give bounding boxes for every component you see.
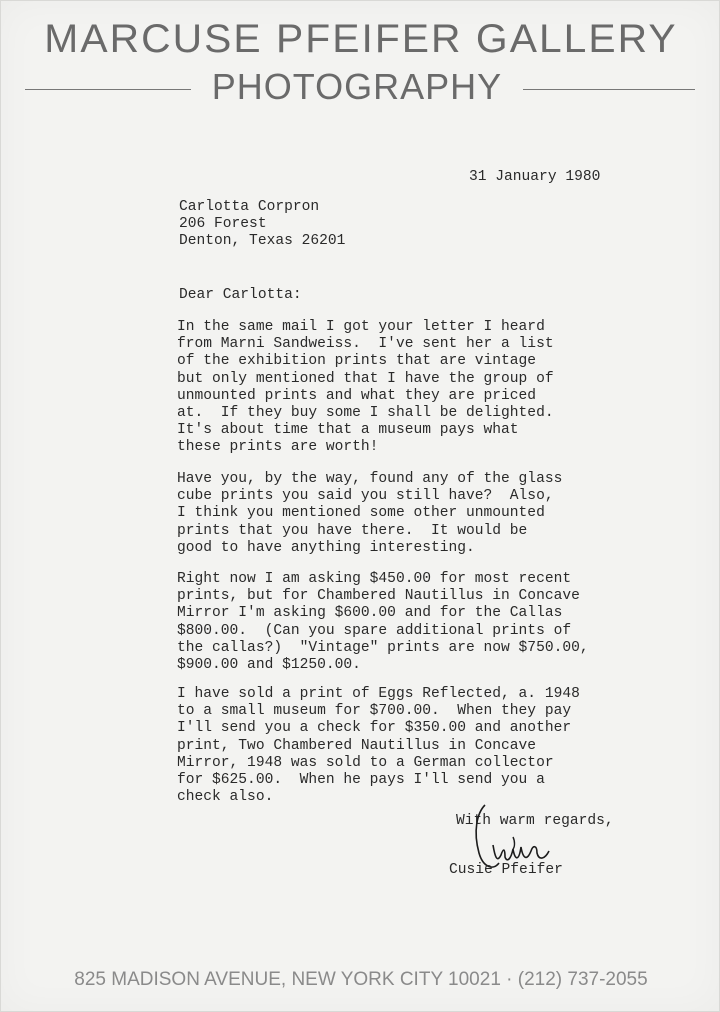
signature-typed-name: Cusie Pfeifer: [449, 862, 563, 878]
letterhead-rule-right: [523, 89, 695, 90]
recipient-address: Carlotta Corpron 206 Forest Denton, Texas 26201: [179, 199, 346, 250]
letterhead-rule-left: [25, 89, 191, 90]
paragraph-1: In the same mail I got your letter I heard from Marni Sandweiss. I've sent her a list of the exhibition prints that are vintage but only mentioned that I have the group of unmounted prints and what they are priced at. If they buy some I shall be delighted. It's about time that a museum pays what these prints are worth!: [177, 319, 554, 456]
letterhead-subtitle: PHOTOGRAPHY: [211, 66, 503, 107]
closing: With warm regards,: [456, 813, 614, 829]
letterhead-footer-address: 825 MADISON AVENUE, NEW YORK CITY 10021 · (212) 737-2055: [74, 969, 648, 990]
paragraph-2: Have you, by the way, found any of the glass cube prints you said you still have? Also, I think you mentioned some other unmounted prints that you have there. It would be good to have anything interesting.: [177, 471, 563, 556]
letter-date: 31 January 1980: [469, 169, 601, 185]
letterhead-gallery-name: MARCUSE PFEIFER GALLERY: [44, 17, 678, 61]
paragraph-3: Right now I am asking $450.00 for most recent prints, but for Chambered Nautillus in Concave Mirror I'm asking $600.00 and for the Callas $800.00. (Can you spare additional prints of the callas?) "Vintage" prints are now $750.00, $900.00 and $1250.00.: [177, 571, 589, 674]
paragraph-4: I have sold a print of Eggs Reflected, a. 1948 to a small museum for $700.00. When they pay I'll send you a check for $350.00 and another print, Two Chambered Nautillus in Concave Mirror, 1948 was sold to a German collector for $625.00. When he pays I'll send you a check also.: [177, 686, 580, 806]
salutation: Dear Carlotta:: [179, 287, 302, 303]
